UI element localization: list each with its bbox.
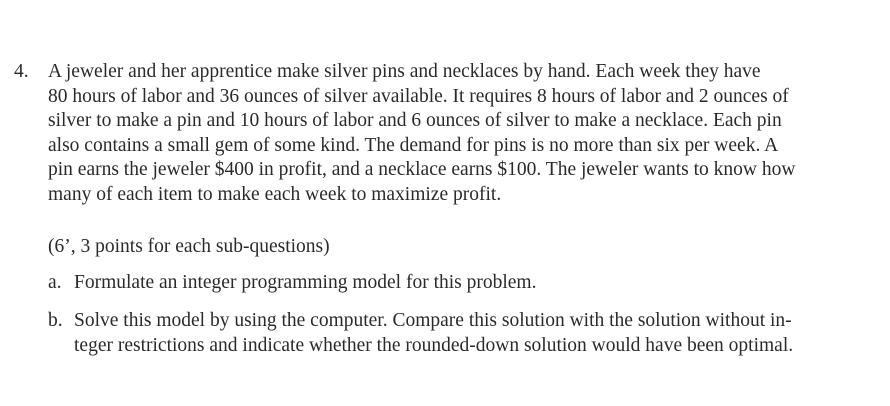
problem-line: 80 hours of labor and 36 ounces of silver available. It requires 8 hours of labor and 2 ounces of — [48, 85, 789, 107]
problem-line: many of each item to make each week to maximize profit. — [48, 183, 502, 205]
points-note: (6’, 3 points for each sub-questions) — [48, 236, 330, 257]
problem-line: silver to make a pin and 10 hours of labor and 6 ounces of silver to make a necklace. Each pin — [48, 110, 782, 131]
subquestion-label: a. — [48, 272, 62, 293]
subquestion-text: Formulate an integer programming model for this problem. — [74, 272, 537, 293]
problem-line: A jeweler and her apprentice make silver pins and necklaces by hand. Each week they have — [48, 61, 761, 82]
subquestion-b — [48, 309, 793, 358]
problem-line: pin earns the jeweler $400 in profit, and a necklace earns $100. The jeweler wants to know how — [48, 159, 796, 180]
subquestion-text: Solve this model by using the computer. Compare this solution with the solution without in- — [74, 310, 792, 331]
subquestion-label: b. — [48, 310, 63, 331]
problem-number: 4. — [14, 61, 29, 82]
subquestion-text-continued: teger restrictions and indicate whether the rounded-down solution would have been optimal. — [74, 334, 794, 356]
problem-line: also contains a small gem of some kind. The demand for pins is no more than six per week. A — [48, 134, 779, 156]
problem-4 — [14, 60, 874, 207]
subquestion-a — [48, 271, 536, 296]
problem-statement — [48, 60, 874, 207]
